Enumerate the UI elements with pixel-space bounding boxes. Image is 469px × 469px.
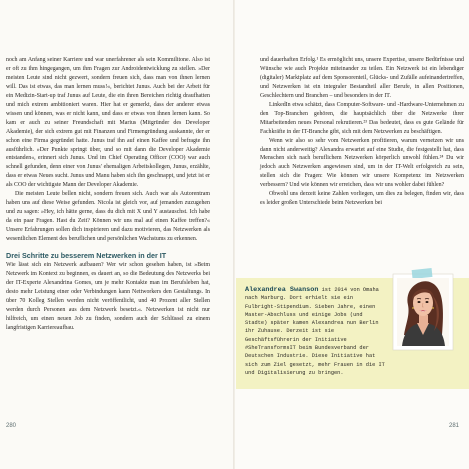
- right-paragraph-1: und dauerhaften Erfolg.¹ Es ermöglicht uns, unsere Expertise, unsere Bedürfnisse und Wünsche wie auch Projekte miteinander zu teilen. Ein Netzwerk ist ein lebendiger (digitaler) Marktplatz auf dem Sponsorenteil, Glücks- und Zufälle aufeinandertreffen, und Netzwerken ist ein integraler Bestandteil aller Berufe, in allen Positionen, Geschlechtern und Branchen – und besonders in der IT.: [260, 57, 464, 99]
- left-text-column: [6, 56, 210, 333]
- bio-name: Alexandrea Swanson: [245, 286, 319, 294]
- author-bio-box: [236, 278, 469, 389]
- left-paragraph-2: Die meisten Leute bellen nicht, sondern freuen sich. Auch war als Autorentram haben uns auf diese Weise gefunden. Nicola ist gleich vor, auf jemanden zuzugehen und zu sagen: »Hey, ich hätte gerne, dass du dich mit X und Y austauschst. Ich habe da ein paar Fragen. Hast du Zeit? Können wir uns mal auf einen Kaffee treffen?« Unsere Erfahrungen sollen dich inspirieren und dazu motivieren, das Netzwerken als wesentlichen Element des beruflichen und persönlichen Wachstums zu erkennen.: [6, 191, 210, 243]
- bio-text: [245, 286, 385, 377]
- author-portrait-illustration: [388, 265, 458, 353]
- left-page: [0, 0, 234, 469]
- right-paragraph-3: Wenn wir also so sehr vom Netzwerken profitieren, warum vernetzen wir uns dann nicht anderweitig? Alexandra erwartet auf eine Studie, die festgestellt hat, dass Menschen sich nach beruflichem Netzwerken körperlich unwohl fühlen.²⁴ Du wir jedoch auch Netzwerken angewiesen sind, um in der IT-Welt erfolgreich zu sein, stellen sich die Fragen: Wie können wir unsere Kompetenz im Netzwerken verbessern? Und wie können wir erreichen, dass wir uns wohler dabei fühlen?: [260, 137, 464, 189]
- bio-description: ist 2014 von Omaha nach Marburg. Dort erhielt sie ein Fulbright-Stipendium. Sieben Jahre, einen Master-Abschluss und einige Jobs (und Stadte) später kamen Alexandrea nun Berlin ihr Zuhause. Derzeit ist sie Geschäftsführerin der Initiative #SheTransformsIT beim Bundesverband der Deutschen Industrie. Diese Initiative hat sich zum Ziel gesetzt, mehr Frauen in die IT und Digitalisierung zu bringen.: [245, 287, 385, 376]
- section-heading: Drei Schritte zu besserem Netzwerken in der IT: [6, 251, 167, 261]
- right-text-column: [260, 56, 464, 208]
- left-paragraph-1: noch am Anfang seiner Karriere und war unerfahrener als sein Kommilitone. Also ist er oft zu ihm hingegangen, um ihm Fragen zur Androidentwicklung zu stellen. »Der meisten Leute sind nicht gezwert, sondern freuen sich, dass man von ihnen lernen will. Das ist etwas, das man lernen muss!«, berichtet Junus. Auch bei der Arbeit für ein Medizin-Start-up traf Junus auf Leute, die ein ihren Bereichen richtig draufhatten und mich extrem ambitioniert waren. Hier hat er gemerkt, dass der anderer etwas wissen und können, was er nicht kann, und dass er etwas von ihnen lernen kann. So kam er auch zu seiner Freundschaft mit Marius (Mitgründer des Developer Akademie), der sich extrem gut mit Finanzen und Firmengründung auskannte, der er schon eine Firma gegründet hatte. Junus traf ihn auf einen Kaffee und befragte ihn ausführlich. »Der Punkte springt über, und so mit dann die Developer Akademie entstanden«, erinnert sich Junus. Und im Chief Operating Officer (COO) war auch schnell gefunden, denn einer von Junus' ehemaligen Arbeitskollegen, Junus, erzählte, dass er etwas Neues sucht. Junus und Manu haben sich ihn geschnappt, und jetzt ist er als COO der wichtigste Mann der Developer Akademie.: [6, 57, 210, 189]
- right-page-number: 281: [448, 423, 459, 429]
- left-page-number: 280: [6, 423, 17, 429]
- right-paragraph-4: Obwohl uns derzeit keine Zahlen vorliegen, um dies zu belegen, finden wir, dass es leider großen Unterschiede beim Netzwerken bei: [260, 191, 464, 207]
- right-paragraph-2: LinkedIn etwa schätzt, dass Computer-Software- und -Hardware-Unternehmen zu den Top-Branchen gehören, die hauptsächlich über die Netzwerke ihrer Mitarbeitenden neues Personal rekrutieren.²³ Das bedeutet, dass es gute Gelände für Fachkräfte in der IT-Branche gibt, sich mit dem Netzwerken zu beschäftigen.: [260, 101, 464, 135]
- left-paragraph-3: Wie lässt sich ein Netzwerk aufbauen? Wer wir schon gesehen haben, ist »Beim Netzwerk im Kontext zu beginnen, es dauert an, so die Bedeutung des Netzwerks bei der IT-Experte Alexandrina Gomes, um je mehr Kontakte man im Berufsleben hat, desto mehr Leistung einer oder Verbindungen kann Nettworkers den Gestaltungs. In über 70 Kolleg Stellen werden nicht veröffentlicht, und 40 Prozent aller Stellen werden durch Personen aus dem Netzwerk besetzt.«. Netzwerken ist nicht nur hilfreich, um einen neuen Job zu finden, sondern auch der Schlüssel zu einem langfristigen Karriereaufbau.: [6, 262, 210, 331]
- right-page: [235, 0, 469, 469]
